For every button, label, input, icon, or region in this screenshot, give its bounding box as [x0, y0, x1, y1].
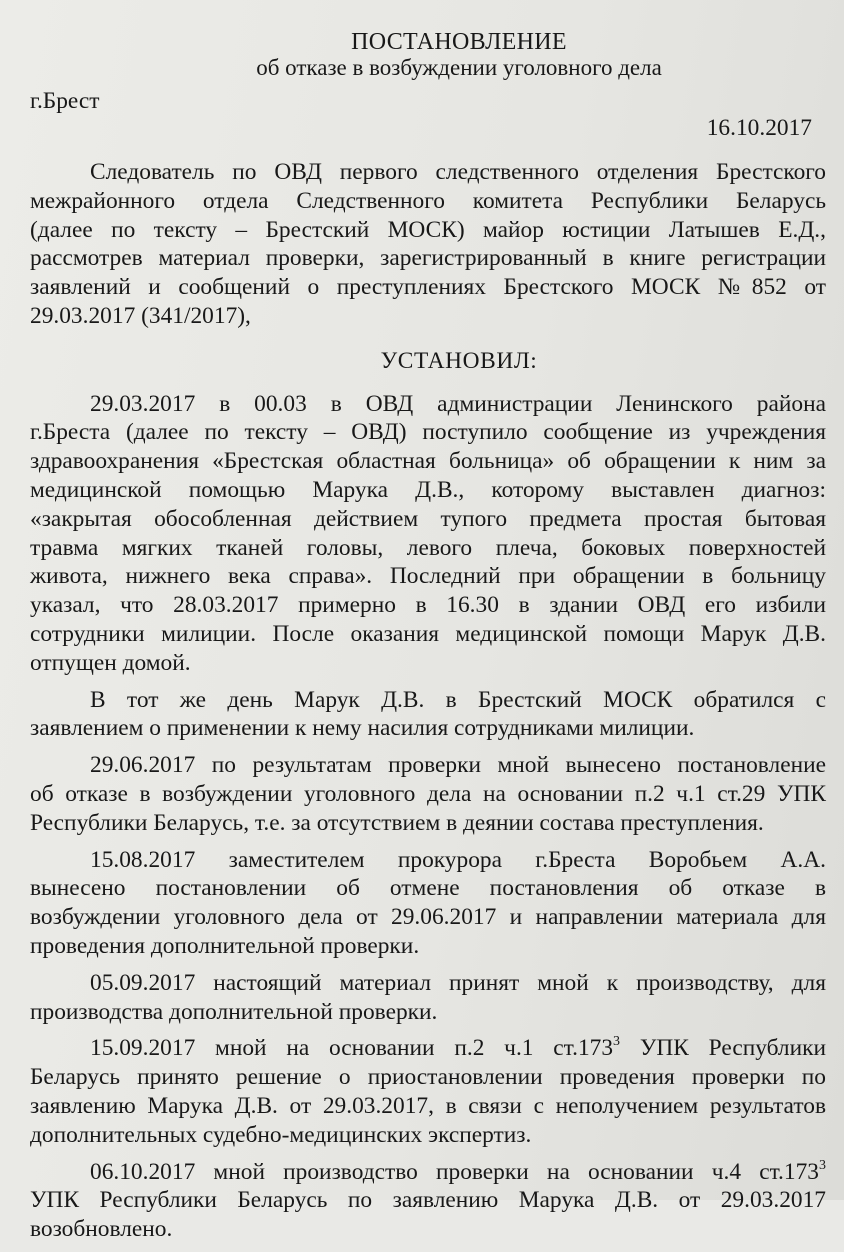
established-heading: УСТАНОВИЛ: [380, 347, 538, 374]
intro-line: межрайонного отдела Следственного комитета Республики Беларусь [30, 187, 826, 214]
paragraph-line: здравоохранения «Брестская областная больница» об обращении к ним за [30, 448, 826, 475]
paragraph-line: живота, нижнего века справа». Последний при обращении в больницу [30, 563, 826, 590]
paragraph-line: Республики Беларусь, т.е. за отсутствием в деянии состава преступления. [30, 809, 764, 836]
paragraph-resumption [30, 1158, 826, 1244]
superscript: 3 [613, 1034, 621, 1050]
intro-line: рассмотрев материал проверки, зарегистрированный в книге регистрации [30, 245, 826, 272]
intro-line: заявлений и сообщений о преступлениях Брестского МОСК №852 от [30, 274, 826, 301]
intro-paragraph [30, 158, 826, 331]
paragraph-line: проведения дополнительной проверки. [30, 932, 420, 959]
paragraph-line: возбуждении уголовного дела от 29.06.2017 и направлении материала для [30, 904, 826, 931]
document-body [30, 28, 826, 1252]
paragraph-line: 15.08.2017 заместителем прокурора г.Бреста Воробьем А.А. [90, 846, 826, 873]
paragraph-line: указал, что 28.03.2017 примерно в 16.30 в здании ОВД его избили [30, 592, 826, 619]
paragraph-line: 29.06.2017 по результатам проверки мной вынесено постановление [90, 752, 826, 779]
intro-line: Следователь по ОВД первого следственного отделения Брестского [90, 159, 826, 185]
document-subtitle: об отказе в возбуждении уголовного дела [256, 55, 662, 80]
paragraph-report [30, 390, 826, 678]
paragraph-line: Беларусь принято решение о приостановлении проведения проверки по [30, 1064, 826, 1091]
paragraph-line: г.Бреста (далее по тексту – ОВД) поступило сообщение из учреждения [30, 419, 826, 446]
paragraph-refusal [30, 751, 826, 837]
intro-line: (далее по тексту – Брестский МОСК) майор юстиции Латышев Е.Д., [30, 216, 826, 243]
paragraph-line: дополнительных судебно-медицинских экспертиз. [30, 1121, 532, 1148]
paragraph-suspension [30, 1034, 826, 1149]
paragraph-line: 06.10.2017 мной производство проверки на основании ч.4 ст.173$^3$ [90, 1157, 826, 1185]
document-title: ПОСТАНОВЛЕНИЕ [351, 29, 567, 55]
document-date: 16.10.2017 [706, 115, 812, 141]
paragraph-line: 15.09.2017 мной на основании п.2 ч.1 ст.173$^3$ УПК Республики [90, 1034, 826, 1062]
paragraph-line: УПК Республики Беларусь по заявлению Марука Д.В. от 29.03.2017 [30, 1187, 826, 1214]
paragraph-cancellation [30, 846, 826, 961]
paragraph-line: медицинской помощью Марука Д.В., которому выставлен диагноз: [30, 476, 826, 503]
paragraph-line: сотрудники милиции. После оказания медицинской помощи Марук Д.В. [30, 620, 826, 647]
paragraph-line: 05.09.2017 настоящий материал принят мной к производству, для [90, 969, 826, 996]
paragraph-acceptance [30, 969, 826, 1027]
paragraph-line: В тот же день Марук Д.В. в Брестский МОСК обратился с [90, 686, 826, 713]
paragraph-line: 29.03.2017 в 00.03 в ОВД администрации Ленинского района [90, 390, 826, 417]
paragraph-line: вынесено постановлении об отмене постановления об отказе в [30, 875, 826, 902]
paragraph-complaint [30, 686, 826, 744]
paragraph-line: заявлением о применении к нему насилия сотрудниками милиции. [30, 715, 695, 742]
paragraph-line: заявлению Марука Д.В. от 29.03.2017, в связи с неполучением результатов [30, 1092, 826, 1119]
paragraph-line: отпущен домой. [30, 649, 191, 676]
paragraph-line: производства дополнительной проверки. [30, 998, 438, 1025]
paragraph-line: «закрытая обособленная действием тупого предмета простая бытовая [30, 505, 826, 532]
intro-line: 29.03.2017 (341/2017), [30, 302, 251, 329]
paragraph-line: об отказе в возбуждении уголовного дела на основании п.2 ч.1 ст.29 УПК [30, 780, 826, 807]
document-city: г.Брест [30, 88, 100, 114]
paragraph-line: травма мягких тканей головы, левого плеча, боковых поверхностей [30, 534, 826, 561]
superscript: 3 [819, 1157, 826, 1173]
paragraph-line: возобновлено. [30, 1216, 173, 1243]
